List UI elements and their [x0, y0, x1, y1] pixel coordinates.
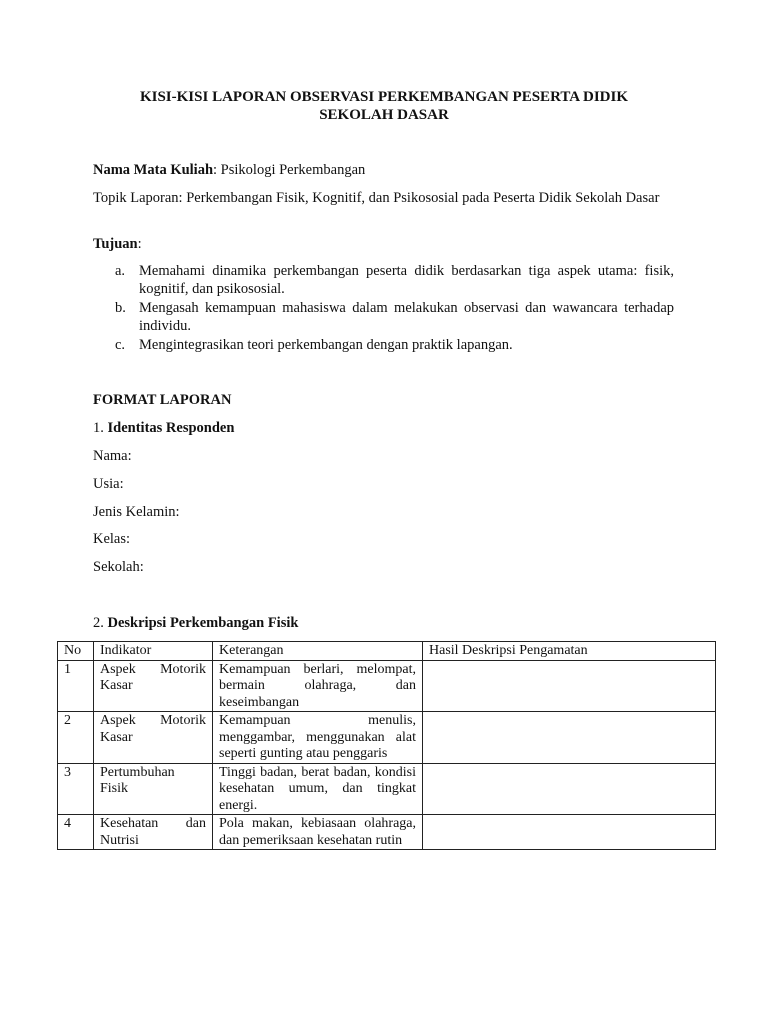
field-jenis-kelamin: Jenis Kelamin:: [93, 504, 180, 520]
table-row: [58, 660, 716, 712]
course-line: [93, 161, 674, 179]
cell-hasil[interactable]: [423, 660, 716, 712]
field-usia: Usia:: [93, 476, 124, 492]
section-1-heading: [93, 419, 674, 437]
goal-item: [93, 300, 674, 335]
cell-keterangan: Tinggi badan, berat badan, kondisi kesehatan umum, dan tingkat energi.: [213, 763, 423, 815]
goals-colon: :: [137, 236, 142, 252]
section-2-heading: [93, 614, 674, 632]
goals-list: [93, 263, 674, 357]
header-hasil: Hasil Deskripsi Pengamatan: [423, 642, 716, 661]
header-no: No: [58, 642, 94, 661]
cell-keterangan: Kemampuan berlari, melompat, bermain olahraga, dan keseimbangan: [213, 660, 423, 712]
course-value: : Psikologi Perkembangan: [213, 162, 366, 178]
goal-text: Memahami dinamika perkembangan peserta didik berdasarkan tiga aspek utama: fisik, kognitif, dan psikososial.: [139, 263, 674, 297]
table-row: [58, 815, 716, 850]
format-heading: FORMAT LAPORAN: [93, 392, 232, 408]
goal-marker: b.: [115, 300, 126, 316]
field-sekolah: Sekolah:: [93, 559, 144, 575]
cell-no: 3: [58, 763, 94, 815]
table-row: [58, 763, 716, 815]
header-keterangan: Keterangan: [213, 642, 423, 661]
cell-hasil[interactable]: [423, 763, 716, 815]
table-row: [58, 712, 716, 764]
section-1-number: 1.: [93, 420, 108, 436]
cell-indikator: Aspek Motorik Kasar: [94, 660, 213, 712]
goal-item: [93, 263, 674, 298]
goal-item: [93, 337, 674, 355]
goals-label: Tujuan: [93, 236, 138, 252]
header-indikator: Indikator: [94, 642, 213, 661]
section-2-title: Deskripsi Perkembangan Fisik: [107, 615, 299, 631]
cell-indikator: Kesehatan dan Nutrisi: [94, 815, 213, 850]
cell-no: 2: [58, 712, 94, 764]
goal-marker: a.: [115, 263, 126, 279]
course-label: Nama Mata Kuliah: [93, 162, 214, 178]
field-nama: Nama:: [93, 448, 132, 464]
cell-indikator: Aspek Motorik Kasar: [94, 712, 213, 764]
table-header-row: [58, 642, 716, 661]
cell-hasil[interactable]: [423, 712, 716, 764]
field-kelas: Kelas:: [93, 531, 131, 547]
section-1-title: Identitas Responden: [107, 420, 235, 436]
cell-indikator: Pertumbuhan Fisik: [94, 763, 213, 815]
cell-hasil[interactable]: [423, 815, 716, 850]
cell-keterangan: Kemampuan menulis, menggambar, menggunakan alat seperti gunting atau penggaris: [213, 712, 423, 764]
cell-keterangan: Pola makan, kebiasaan olahraga, dan pemeriksaan kesehatan rutin: [213, 815, 423, 850]
physical-development-table: [57, 641, 716, 850]
topic-paragraph: Topik Laporan: Perkembangan Fisik, Kognitif, dan Psikososial pada Peserta Didik Sekolah Dasar: [93, 190, 660, 206]
title-line-2: SEKOLAH DASAR: [319, 107, 449, 123]
section-2-number: 2.: [93, 615, 108, 631]
goals-heading: [93, 235, 674, 253]
title-line-1: KISI-KISI LAPORAN OBSERVASI PERKEMBANGAN PESERTA DIDIK: [139, 89, 629, 105]
goal-text: Mengasah kemampuan mahasiswa dalam melakukan observasi dan wawancara terhadap individu.: [139, 300, 674, 334]
document-title: [94, 88, 674, 124]
cell-no: 4: [58, 815, 94, 850]
goal-text: Mengintegrasikan teori perkembangan dengan praktik lapangan.: [139, 337, 513, 353]
goal-marker: c.: [115, 337, 126, 353]
cell-no: 1: [58, 660, 94, 712]
